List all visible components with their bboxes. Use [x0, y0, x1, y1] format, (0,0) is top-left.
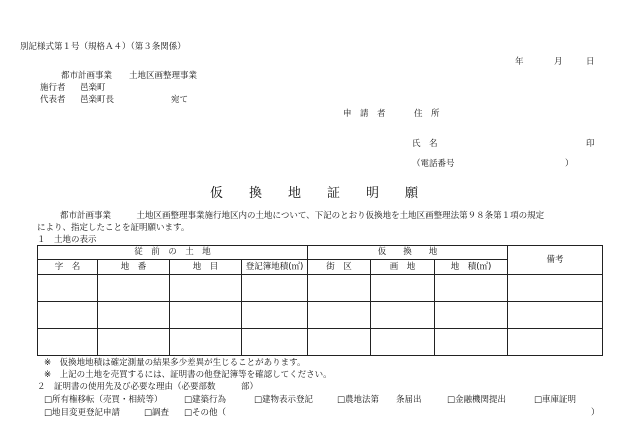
- date-year-label: 年: [515, 57, 524, 67]
- cell-land-category[interactable]: [170, 275, 242, 302]
- table-row: [38, 302, 603, 329]
- cell-registered-area[interactable]: [242, 275, 308, 302]
- col-header-land-category: 地 目: [170, 260, 242, 275]
- cell-lot-number[interactable]: [98, 275, 170, 302]
- phone-number-close: ）: [565, 159, 574, 169]
- section-usage-heading: ２ 証明書の使用先及び必要な理由（必要部数 部）: [37, 382, 259, 392]
- remarks-header: 備考: [508, 246, 603, 275]
- cell-area[interactable]: [435, 302, 508, 329]
- representative-label: 代表者: [40, 95, 66, 105]
- cell-registered-area[interactable]: [242, 302, 308, 329]
- cell-area[interactable]: [435, 329, 508, 356]
- section-land-heading: １ 土地の表示: [37, 235, 97, 245]
- note-sale-caution: ※ 上記の土地を売買するには、証明書の他登記簿等を確認してください。: [44, 370, 332, 380]
- body-text-line-1: 都市計画事業 土地区画整理事業施行地区内の土地について、下記のとおり仮換地を土地区画整理法第９８条第１項の規定: [60, 211, 545, 221]
- applicant-address-label: 住 所: [414, 109, 440, 119]
- executor-label: 施行者: [40, 83, 66, 93]
- form-reference: 別記様式第１号（規格Ａ４）（第３条関係）: [20, 42, 186, 52]
- applicant-label: 申 請 者: [343, 109, 386, 119]
- cell-lot-number[interactable]: [98, 329, 170, 356]
- cell-block[interactable]: [308, 329, 371, 356]
- phone-number-label: （電話番号: [412, 159, 455, 169]
- project-line: 都市計画事業 土地区画整理事業: [61, 71, 198, 81]
- addressee-suffix: 宛て: [171, 95, 189, 105]
- col-header-block: 街 区: [308, 260, 371, 275]
- cell-aza[interactable]: [38, 275, 98, 302]
- col-header-aza: 字 名: [38, 260, 98, 275]
- cell-remarks[interactable]: [508, 302, 603, 329]
- col-header-lot: 画 地: [371, 260, 435, 275]
- cell-remarks[interactable]: [508, 275, 603, 302]
- table-row: [38, 329, 603, 356]
- checkbox-other[interactable]: □その他（: [184, 408, 227, 418]
- cell-lot-number[interactable]: [98, 302, 170, 329]
- checkbox-farmland-notice[interactable]: □農地法第 条届出: [337, 395, 422, 405]
- other-close-paren: ）: [591, 408, 600, 418]
- checkbox-survey[interactable]: □調査: [144, 408, 170, 418]
- cell-aza[interactable]: [38, 302, 98, 329]
- table-row: [38, 275, 603, 302]
- executor-value: 邑楽町: [80, 83, 106, 93]
- cell-block[interactable]: [308, 302, 371, 329]
- note-area-difference: ※ 仮換地地積は確定測量の結果多少差異が生じることがあります。: [44, 358, 306, 368]
- cell-registered-area[interactable]: [242, 329, 308, 356]
- representative-value: 邑楽町長: [80, 95, 115, 105]
- document-title: 仮 換 地 証 明 願: [210, 186, 419, 201]
- seal-mark: 印: [586, 139, 595, 149]
- cell-area[interactable]: [435, 275, 508, 302]
- date-day-label: 日: [586, 57, 595, 67]
- cell-aza[interactable]: [38, 329, 98, 356]
- col-header-area: 地 積(㎡): [435, 260, 508, 275]
- cell-land-category[interactable]: [170, 302, 242, 329]
- checkbox-building-act[interactable]: □建築行為: [184, 395, 227, 405]
- group-header-before: 従 前 の 土 地: [38, 246, 308, 260]
- applicant-name-label: 氏 名: [412, 139, 438, 149]
- checkbox-land-category-change[interactable]: □地目変更登記申請: [44, 408, 121, 418]
- cell-lot[interactable]: [371, 302, 435, 329]
- cell-remarks[interactable]: [508, 329, 603, 356]
- col-header-lot-number: 地 番: [98, 260, 170, 275]
- cell-land-category[interactable]: [170, 329, 242, 356]
- checkbox-transfer-ownership[interactable]: □所有権移転（売買・相続等）: [44, 395, 163, 405]
- checkbox-building-registration[interactable]: □建物表示登記: [254, 395, 314, 405]
- group-header-after: 仮 換 地: [308, 246, 508, 260]
- col-header-registered-area: 登記簿地積(㎡): [242, 260, 308, 275]
- land-table: [37, 245, 603, 356]
- cell-lot[interactable]: [371, 329, 435, 356]
- checkbox-parking-certificate[interactable]: □車庫証明: [534, 395, 577, 405]
- body-text-line-2: により、指定したことを証明願います。: [37, 223, 190, 233]
- cell-block[interactable]: [308, 275, 371, 302]
- cell-lot[interactable]: [371, 275, 435, 302]
- checkbox-financial-institution[interactable]: □金融機関提出: [447, 395, 507, 405]
- date-month-label: 月: [554, 57, 563, 67]
